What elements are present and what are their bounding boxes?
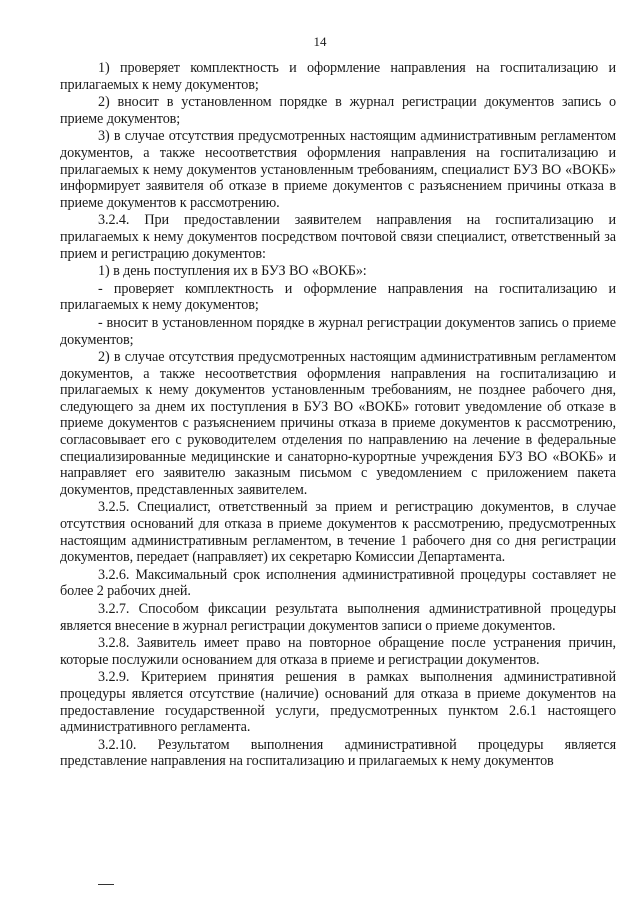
footer-dash bbox=[98, 884, 114, 885]
paragraph-dash-2: - вносит в установленном порядке в журнал регистрации документов запись о приеме документов; bbox=[60, 314, 616, 348]
paragraph-3-2-4: 3.2.4. При предоставлении заявителем направления на госпитализацию и прилагаемых к нему документов посредством почтовой связи специалист, ответственный за прием и регистрацию документов: bbox=[60, 212, 616, 262]
paragraph-3: 3) в случае отсутствия предусмотренных настоящим административным регламентом документов, а также несоответствия оформления направления на госпитализацию и прилагаемых к нему документов установленным требованиям, специалист БУЗ ВО «ВОКБ» информирует заявителя об отказе в приеме документов с разъяснением причины отказа в приеме документов к рассмотрению. bbox=[60, 128, 616, 211]
paragraph-3-2-8: 3.2.8. Заявитель имеет право на повторное обращение после устранения причин, которые послужили основанием для отказа в приеме и регистрации документов. bbox=[60, 635, 616, 668]
paragraph-1: 1) проверяет комплектность и оформление направления на госпитализацию и прилагаемых к нему документов; bbox=[60, 60, 616, 93]
paragraph-3-2-10: 3.2.10. Результатом выполнения административной процедуры является представление направления на госпитализацию и прилагаемых к нему документов bbox=[60, 736, 616, 770]
document-body bbox=[60, 60, 616, 771]
paragraph-3-2-9: 3.2.9. Критерием принятия решения в рамках выполнения административной процедуры является отсутствие (наличие) оснований для отказа в приеме документов на предоставление государственной услуги, предусмотренных пунктом 2.6.1 настоящего административного регламента. bbox=[60, 669, 616, 736]
paragraph-3-2-5: 3.2.5. Специалист, ответственный за прием и регистрацию документов, в случае отсутствия оснований для отказа в приеме документов к рассмотрению, предусмотренных настоящим административным регламентом, в течение 1 рабочего дня со дня регистрации документов, передает (направляет) их секретарю Комиссии Департамента. bbox=[60, 499, 616, 566]
paragraph-3-2-6: 3.2.6. Максимальный срок исполнения административной процедуры составляет не более 2 рабочих дней. bbox=[60, 566, 616, 600]
paragraph-dash-1: - проверяет комплектность и оформление направления на госпитализацию и прилагаемых к нему документов; bbox=[60, 280, 616, 314]
paragraph-item-1: 1) в день поступления их в БУЗ ВО «ВОКБ»: bbox=[98, 263, 367, 280]
paragraph-item-2: 2) в случае отсутствия предусмотренных настоящим административным регламентом документов, а также несоответствия оформления направления на госпитализацию и прилагаемых к нему документов установленным требованиям, не позднее рабочего дня, следующего за днем их поступления в БУЗ ВО «ВОКБ» готовит уведомление об отказе в приеме документов с разъяснением причины отказа в приеме документов к рассмотрению, согласовывает его с руководителем отделения по направлению на лечение в федеральные специализированные медицинские и санаторно-курортные учреждения БУЗ ВО «ВОКБ» и направляет его заявителю заказным письмом с уведомлением с приложением пакета документов, представленных заявителем. bbox=[60, 349, 616, 498]
paragraph-3-2-7: 3.2.7. Способом фиксации результата выполнения административной процедуры является внесение в журнал регистрации документов записи о приеме документов. bbox=[60, 601, 616, 634]
page-number: 14 bbox=[313, 34, 327, 49]
paragraph-2: 2) вносит в установленном порядке в журнал регистрации документов запись о приеме документов; bbox=[60, 94, 616, 127]
